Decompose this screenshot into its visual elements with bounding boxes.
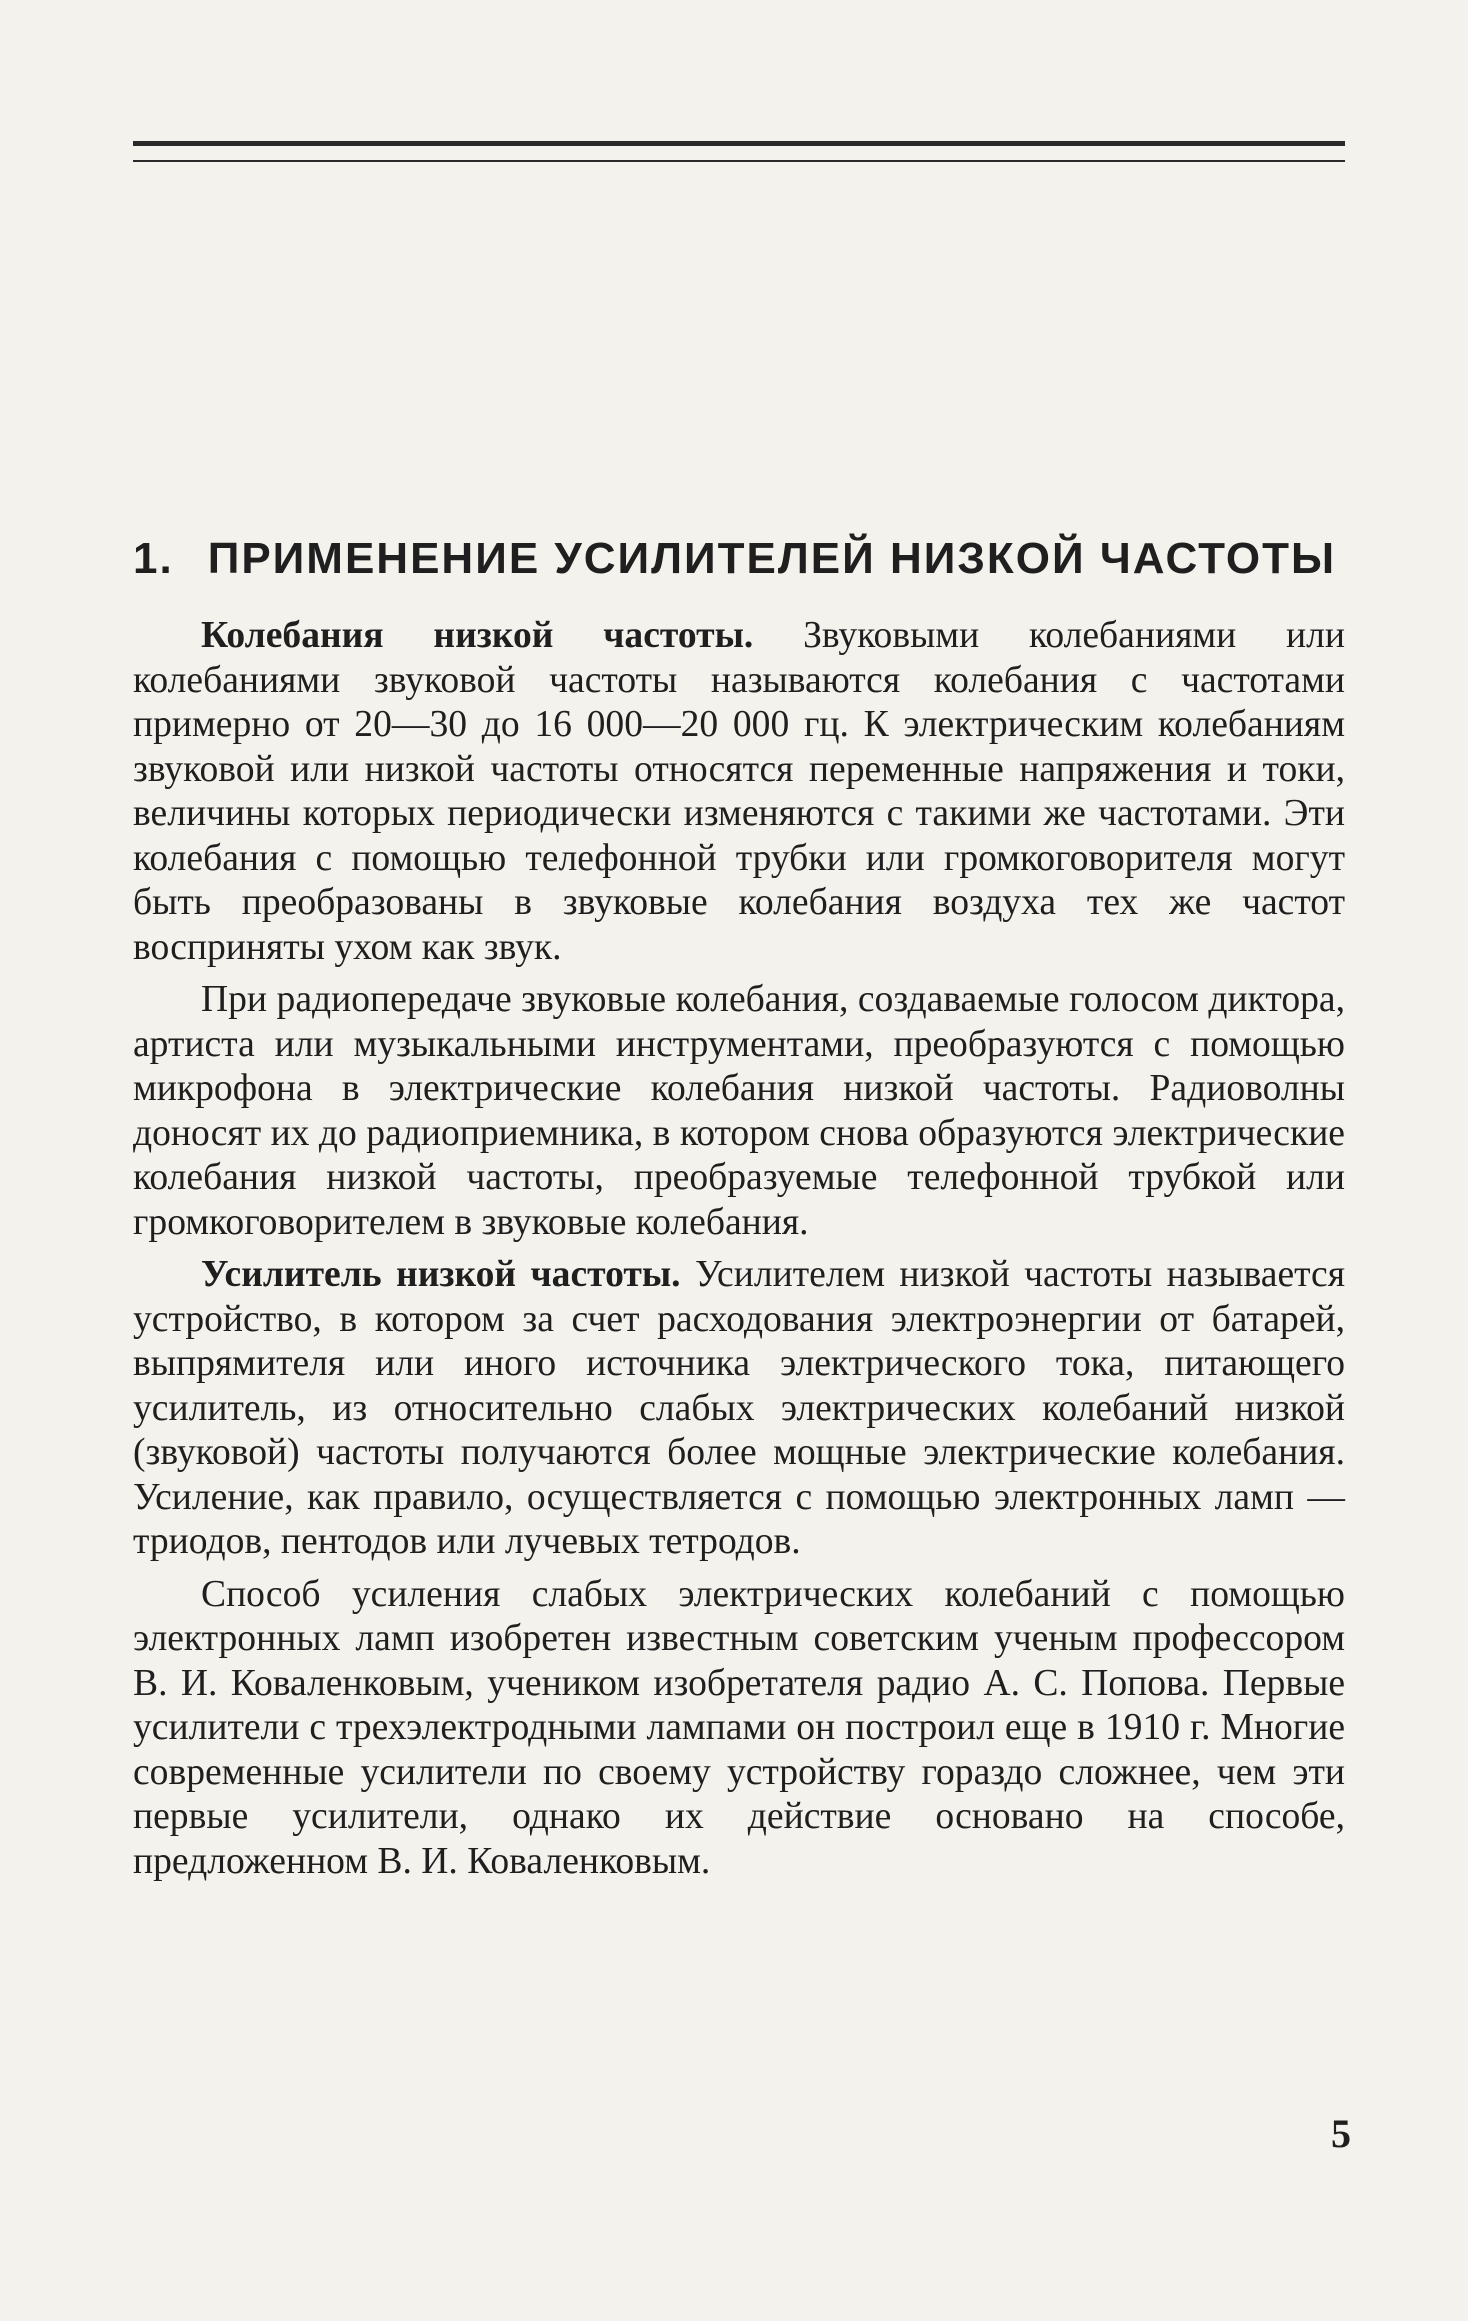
body-text [133, 614, 1345, 1892]
paragraph-2-text: При радиопередаче звуковые колебания, создаваемые голосом диктора, артиста или музыкальными инструментами, преобразуются с помощью микрофона в электрические колебания низкой частоты. Радиоволны доносят их до радиоприемника, в котором снова образуются электрические колебания низкой частоты, преобразуемые телефонной трубкой или громкоговорителем в звуковые колебания. [133, 979, 1345, 1243]
section-heading [133, 534, 1348, 584]
header-rule-thin [133, 160, 1345, 162]
section-title: ПРИМЕНЕНИЕ УСИЛИТЕЛЕЙ НИЗКОЙ ЧАСТОТЫ [207, 534, 1337, 583]
header-rule-thick [133, 141, 1345, 146]
paragraph-4-text: Способ усиления слабых электрических колебаний с помощью электронных ламп изобретен известным советским ученым профессором В. И. Коваленковым, учеником изобретателя радио А. С. Попова. Первые усилители с трехэлектродными лампами он построил еще в 1910 г. Многие современные усилители по своему устройству гораздо сложнее, чем эти первые усилители, однако их действие основано на способе, предложенном В. И. Коваленковым. [133, 1573, 1345, 1882]
paragraph-4 [133, 1573, 1345, 1885]
paragraph-3 [133, 1253, 1345, 1565]
runin-heading-1: Колебания низкой частоты. [201, 615, 754, 656]
runin-heading-2: Усилитель низкой частоты. [201, 1254, 681, 1295]
page-number: 5 [1331, 2111, 1351, 2156]
paragraph-1-text: Звуковыми колебаниями или колебаниями звуковой частоты называются колебания с частотами примерно от 20—30 до 16 000—20 000 гц. К электрическим колебаниям звуковой или низкой частоты относятся переменные напряжения и токи, величины которых периодически изменяются с такими же частотами. Эти колебания с помощью телефонной трубки или громкоговорителя могут быть преобразованы в звуковые колебания воздуха тех же частот восприняты ухом как звук. [133, 615, 1346, 968]
paragraph-2 [133, 978, 1345, 1245]
paragraph-3-text: Усилителем низкой частоты называется устройство, в котором за счет расходования электроэнергии от батарей, выпрямителя или иного источника электрического тока, питающего усилитель, из относительно слабых электрических колебаний низкой (звуковой) частоты получаются более мощные электрические колебания. Усиление, как правило, осуществляется с помощью электронных ламп — триодов, пентодов или лучевых тетродов. [133, 1254, 1345, 1562]
section-number: 1. [133, 534, 174, 583]
paragraph-1 [133, 614, 1345, 970]
